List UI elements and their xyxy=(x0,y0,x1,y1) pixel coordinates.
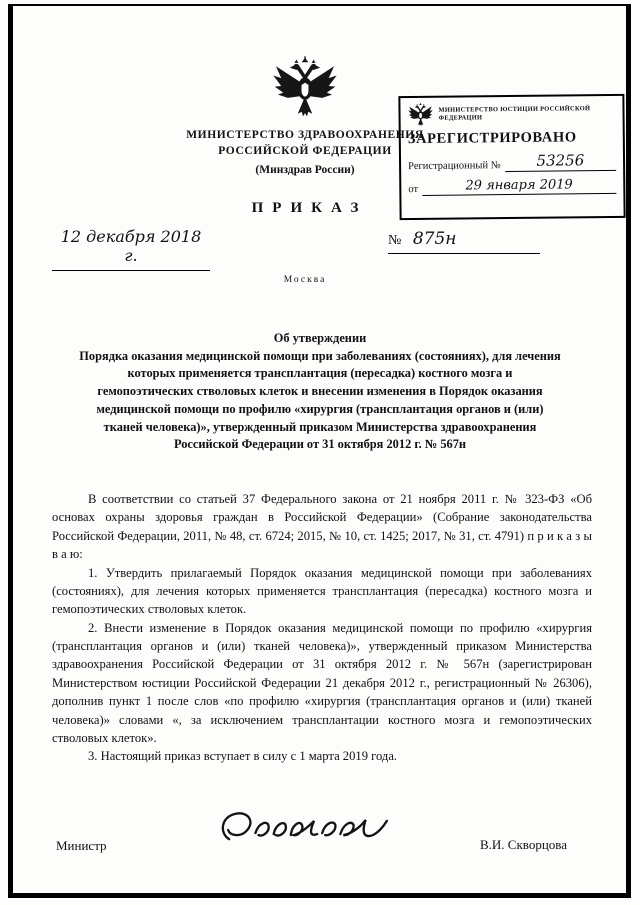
order-title-intro: Об утверждении xyxy=(273,331,367,345)
signature-autograph-icon xyxy=(215,804,397,854)
justice-registration-stamp xyxy=(398,94,625,220)
stamp-date-label: от xyxy=(408,183,419,196)
order-title xyxy=(78,330,562,454)
stamp-reg-number-value: 53256 xyxy=(505,153,617,172)
signer-name: В.И. Скворцова xyxy=(480,837,568,852)
number-sign: № xyxy=(388,233,402,248)
ministry-short-name: (Минздрав России) xyxy=(255,164,355,177)
order-date-handwritten: 12 декабря 2018 г. xyxy=(52,227,210,271)
order-number-value: 875н xyxy=(412,229,457,249)
paragraph-item-2: 2. Внести изменение в Порядок оказания медицинской помощи по профилю «хирургия (трансплантация органов и (или) тканей человека)», утвержденный приказом Министерства здравоохранения Российской Федерации от 31 октября 2012 г. № 567н (зарегистрирован Министерством юстиции Российской Федерации 21 декабря 2012 г., регистрационный № 26306), дополнив пункт 1 после слов «по профилю «хирургия (трансплантация органов и (или) тканей человека)» словами «, за исключением трансплантации костного мозга и гемопоэтических стволовых клеток». xyxy=(52,620,592,745)
stamp-reg-number-row xyxy=(408,153,616,173)
order-number-line xyxy=(388,229,540,254)
coat-of-arms-eagle-icon xyxy=(272,56,338,120)
ministry-name-line1: МИНИСТЕРСТВО ЗДРАВООХРАНЕНИЯ xyxy=(186,129,424,141)
order-title-main: Порядка оказания медицинской помощи при заболеваниях (состояниях), для лечения которых применяется трансплантация (пересадка) костного мозга и гемопоэтических стволовых клеток и внесении изменения в Порядок оказания медицинской помощи по профилю «хирургия (трансплантация органов и (или) тканей человека)», утвержденный приказом Министерства здравоохранения Российской Федерации от 31 октября 2012 г. № 567н xyxy=(79,348,561,452)
city-label: Москва xyxy=(283,275,327,285)
ministry-name-line2: РОССИЙСКОЙ ФЕДЕРАЦИИ xyxy=(218,144,392,157)
stamp-authority-label: МИНИСТЕРСТВО ЮСТИЦИИ РОССИЙСКОЙ ФЕДЕРАЦИИ xyxy=(438,105,591,122)
signer-position: Министр xyxy=(56,838,107,853)
stamp-reg-number-label: Регистрационный № xyxy=(408,160,501,173)
stamp-status-label: ЗАРЕГИСТРИРОВАНО xyxy=(407,129,577,148)
paragraph-item-1: 1. Утвердить прилагаемый Порядок оказания медицинской помощи при заболеваниях (состояниях), для лечения которых применяется трансплантация (пересадка) костного мозга и гемопоэтических стволовых клеток. xyxy=(52,565,592,617)
stamp-date-value: 29 января 2019 xyxy=(422,178,616,196)
stamp-date-row xyxy=(408,178,616,196)
stamp-header xyxy=(407,101,615,127)
stamp-eagle-icon xyxy=(407,103,433,127)
document-type-title: ПРИКАЗ xyxy=(251,200,368,217)
paragraph-item-3: 3. Настоящий приказ вступает в силу с 1 марта 2019 года. xyxy=(88,749,398,764)
paragraph-preamble: В соответствии со статьей 37 Федерального закона от 21 ноября 2011 г. № 323-ФЗ «Об основах охраны здоровья граждан в Российской Федерации» (Собрание законодательства Российской Федерации, 2011, № 48, ст. 6724; 2015, № 10, ст. 1425; 2017, № 31, ст. 4791) п р и к а з ы в а ю: xyxy=(52,492,592,562)
order-body xyxy=(52,490,592,766)
